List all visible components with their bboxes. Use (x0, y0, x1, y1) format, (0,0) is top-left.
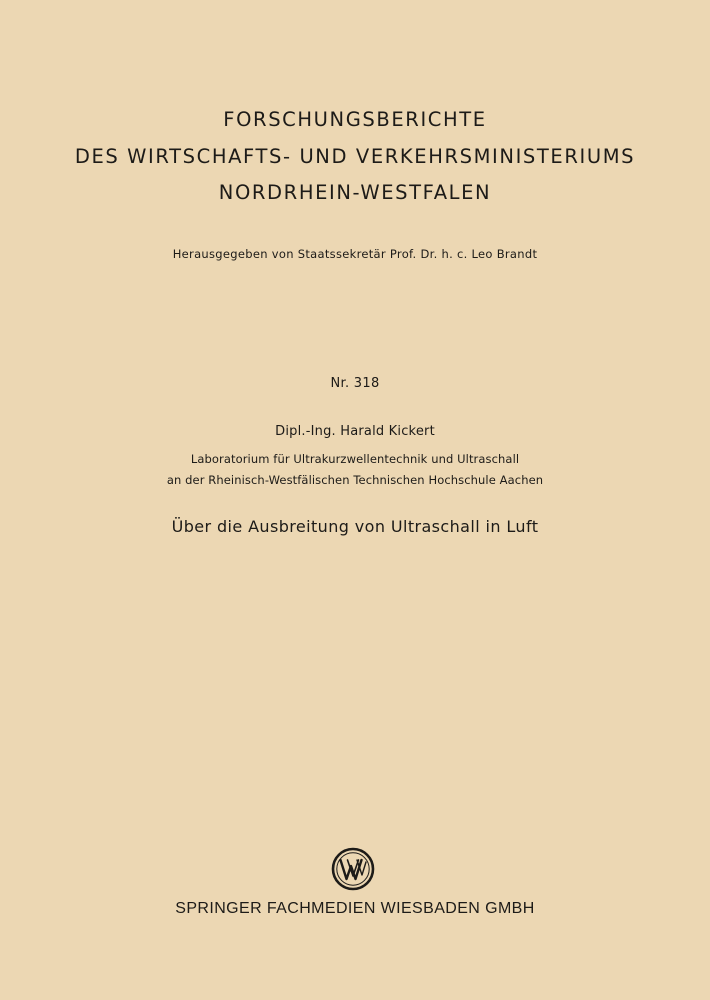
series-title-line-1: FORSCHUNGSBERICHTE (223, 108, 487, 131)
affiliation-line-2: an der Rheinisch-Westfälischen Technischen Hochschule Aachen (166, 473, 544, 487)
editor-credit: Herausgegeben von Staatssekretär Prof. Dr. h. c. Leo Brandt (172, 247, 538, 261)
publisher-name: SPRINGER FACHMEDIEN WIESBADEN GMBH (175, 900, 535, 917)
series-title-line-2: DES WIRTSCHAFTS- UND VERKEHRSMINISTERIUMS (74, 145, 636, 168)
springer-vieweg-logo-icon (331, 847, 375, 891)
affiliation-line-1: Laboratorium für Ultrakurzwellentechnik und Ultraschall (190, 452, 520, 466)
report-title: Über die Ausbreitung von Ultraschall in Luft (171, 517, 539, 536)
series-title-line-3: NORDRHEIN-WESTFALEN (218, 181, 492, 204)
report-number: Nr. 318 (330, 376, 380, 391)
author-name: Dipl.-Ing. Harald Kickert (275, 424, 435, 439)
